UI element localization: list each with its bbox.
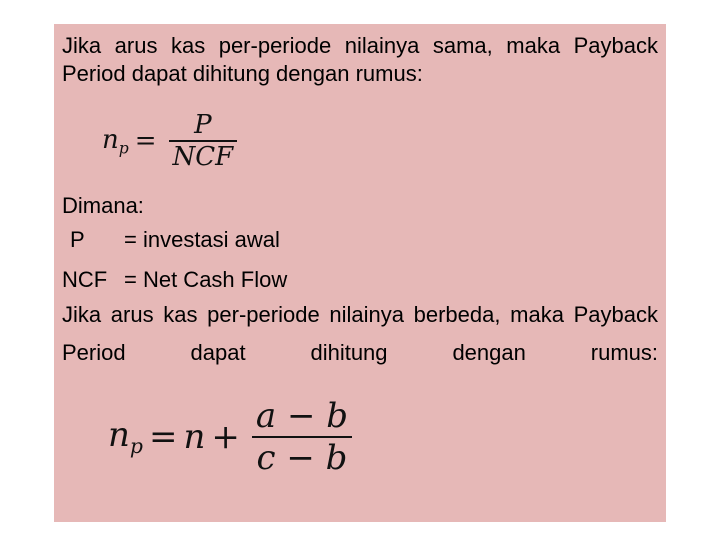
fraction-numerator: P [194,110,212,140]
fraction-denominator: NCF [172,142,234,172]
fraction [252,396,352,478]
fraction-denominator: c − b [256,438,348,478]
fraction [169,110,238,172]
equals-sign: = [148,417,178,457]
definitions [62,192,658,300]
where-label: Dimana: [62,193,144,218]
plus-sign: + [211,417,240,457]
second-paragraph: Jika arus kas per-periode nilainya berbeda, maka Payback Period dapat dihitung dengan rumus: [62,302,658,365]
definition-symbol: NCF [62,267,108,292]
payback-formula-varying [108,396,658,478]
definition-symbol: P [70,227,85,252]
intro-paragraph: Jika arus kas per-periode nilainya sama, maka Payback Period dapat dihitung dengan rumus: [62,33,658,86]
definition-ncf [62,260,658,300]
fraction-numerator: a − b [255,396,349,436]
definition-meaning: = investasi awal [124,227,280,252]
definition-p [62,220,658,260]
payback-formula-equal [102,110,658,172]
formula-term: n [183,417,206,457]
formula-lhs: $n_p$ [102,124,129,158]
formula-lhs: $n_p$ [108,415,143,459]
content-panel [54,24,666,522]
equals-sign: = [134,126,157,156]
definition-meaning: = Net Cash Flow [124,267,288,292]
